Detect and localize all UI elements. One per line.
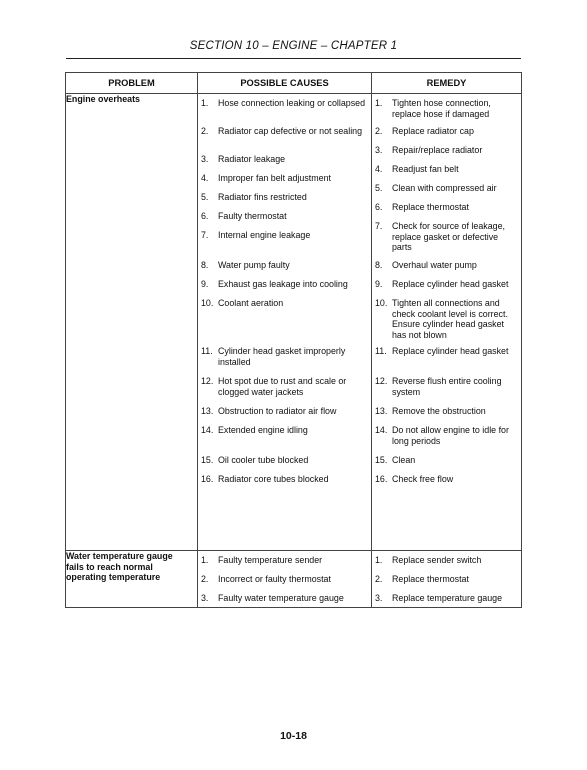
item-number: 15. [375, 455, 388, 465]
item-number: 7. [201, 230, 209, 240]
item-text: Replace radiator cap [392, 126, 474, 136]
item-number: 2. [375, 574, 383, 584]
item-text: Radiator fins restricted [218, 192, 307, 202]
item-text: Check for source of leakage, replace gasket or defective parts [392, 221, 505, 252]
cause-item [201, 406, 369, 417]
page-number: 10-18 [280, 730, 307, 742]
item-text: Exhaust gas leakage into cooling [218, 279, 348, 289]
cause-item [201, 298, 369, 309]
item-number: 10. [201, 298, 214, 308]
item-text: Radiator cap defective or not sealing [218, 126, 363, 136]
table-header-row [66, 73, 522, 94]
item-text: Incorrect or faulty thermostat [218, 574, 331, 584]
item-text: Tighten hose connection, replace hose if damaged [392, 98, 491, 119]
item-number: 12. [375, 376, 388, 386]
item-text: Cylinder head gasket improperly installed [218, 346, 346, 367]
item-number: 6. [201, 211, 209, 221]
remedy-item [375, 574, 519, 585]
item-number: 1. [201, 555, 209, 565]
item-text: Radiator core tubes blocked [218, 474, 329, 484]
item-text: Reverse flush entire cooling system [392, 376, 502, 397]
remedy-item [375, 555, 519, 566]
item-text: Replace cylinder head gasket [392, 279, 509, 289]
cause-item [201, 455, 369, 466]
remedy-item [375, 98, 519, 119]
cause-item [201, 192, 369, 203]
item-number: 3. [375, 145, 383, 155]
item-number: 16. [375, 474, 388, 484]
item-number: 3. [201, 154, 209, 164]
item-text: Extended engine idling [218, 425, 308, 435]
item-number: 3. [375, 593, 383, 603]
column-header-possible-causes: POSSIBLE CAUSES [198, 73, 372, 94]
cause-item [201, 279, 369, 290]
item-text: Clean with compressed air [392, 183, 497, 193]
item-text: Readjust fan belt [392, 164, 459, 174]
remedy-item [375, 593, 519, 604]
item-number: 11. [375, 346, 387, 356]
item-text: Radiator leakage [218, 154, 286, 164]
item-number: 5. [201, 192, 209, 202]
item-number: 2. [375, 126, 383, 136]
item-number: 10. [375, 298, 388, 308]
remedy-item [375, 183, 519, 194]
remedy-item [375, 298, 519, 340]
column-header-remedy: REMEDY [372, 73, 522, 94]
item-number: 15. [201, 455, 214, 465]
cause-item [201, 154, 369, 165]
table-row [66, 94, 522, 551]
remedy-item [375, 346, 519, 357]
item-text: Do not allow engine to idle for long periods [392, 425, 509, 446]
remedy-item [375, 202, 519, 213]
column-header-problem: PROBLEM [66, 73, 198, 94]
item-text: Hot spot due to rust and scale or clogged water jackets [218, 376, 347, 397]
item-number: 2. [201, 126, 209, 136]
cause-item [201, 574, 369, 585]
remedies-cell [372, 551, 522, 608]
cause-item [201, 98, 369, 109]
problem-cell [66, 551, 198, 608]
item-text: Replace thermostat [392, 202, 469, 212]
item-number: 6. [375, 202, 383, 212]
cause-item [201, 425, 369, 436]
item-text: Replace cylinder head gasket [392, 346, 509, 356]
remedy-item [375, 126, 519, 137]
remedy-item [375, 221, 519, 253]
item-text: Check free flow [392, 474, 454, 484]
item-number: 7. [375, 221, 383, 231]
cause-item [201, 260, 369, 271]
remedies-cell [372, 94, 522, 551]
causes-cell [198, 94, 372, 551]
troubleshooting-table [65, 72, 522, 608]
item-text: Water pump faulty [218, 260, 290, 270]
remedy-item [375, 455, 519, 466]
item-text: Obstruction to radiator air flow [218, 406, 337, 416]
cause-item [201, 555, 369, 566]
item-text: Faulty thermostat [218, 211, 287, 221]
remedy-item [375, 279, 519, 290]
problem-text: Engine overheats [66, 94, 140, 104]
item-number: 9. [201, 279, 209, 289]
cause-item [201, 593, 369, 604]
item-number: 16. [201, 474, 214, 484]
cause-item [201, 474, 369, 485]
item-text: Repair/replace radiator [392, 145, 483, 155]
cause-item [201, 346, 369, 367]
item-text: Clean [392, 455, 416, 465]
header-rule [66, 58, 521, 59]
item-text: Replace thermostat [392, 574, 469, 584]
item-number: 4. [375, 164, 383, 174]
cause-item [201, 173, 369, 184]
item-number: 13. [201, 406, 214, 416]
item-number: 3. [201, 593, 209, 603]
problem-cell [66, 94, 198, 551]
item-text: Replace sender switch [392, 555, 482, 565]
item-text: Internal engine leakage [218, 230, 311, 240]
item-text: Faulty temperature sender [218, 555, 323, 565]
item-text: Replace temperature gauge [392, 593, 503, 603]
item-number: 14. [375, 425, 388, 435]
item-text: Hose connection leaking or collapsed [218, 98, 366, 108]
item-number: 9. [375, 279, 383, 289]
problem-text: operating temperature [66, 572, 161, 583]
remedy-item [375, 474, 519, 485]
item-text: Remove the obstruction [392, 406, 486, 416]
item-number: 12. [201, 376, 214, 386]
remedy-item [375, 145, 519, 156]
item-text: Coolant aeration [218, 298, 284, 308]
cause-item [201, 230, 369, 241]
item-text: Faulty water temperature gauge [218, 593, 344, 603]
remedy-item [375, 425, 519, 446]
item-number: 4. [201, 173, 209, 183]
item-number: 13. [375, 406, 388, 416]
item-text: Improper fan belt adjustment [218, 173, 331, 183]
remedy-item [375, 164, 519, 175]
item-text: Tighten all connections and check coolant level is correct. Ensure cylinder head gasket has not blown [392, 298, 508, 340]
table-row [66, 551, 522, 608]
item-number: 8. [201, 260, 209, 270]
remedy-item [375, 260, 519, 271]
section-header: SECTION 10 – ENGINE – CHAPTER 1 [189, 40, 398, 52]
remedy-item [375, 376, 519, 397]
cause-item [201, 126, 369, 137]
item-number: 1. [375, 555, 383, 565]
item-text: Overhaul water pump [392, 260, 477, 270]
item-number: 8. [375, 260, 383, 270]
remedy-item [375, 406, 519, 417]
item-number: 11. [201, 346, 213, 356]
item-number: 1. [201, 98, 209, 108]
item-number: 14. [201, 425, 214, 435]
item-number: 5. [375, 183, 383, 193]
item-text: Oil cooler tube blocked [218, 455, 309, 465]
problem-text: Water temperature gauge [66, 551, 173, 561]
item-number: 2. [201, 574, 209, 584]
causes-cell [198, 551, 372, 608]
item-number: 1. [375, 98, 383, 108]
cause-item [201, 376, 369, 397]
cause-item [201, 211, 369, 222]
problem-text: fails to reach normal [66, 561, 153, 572]
